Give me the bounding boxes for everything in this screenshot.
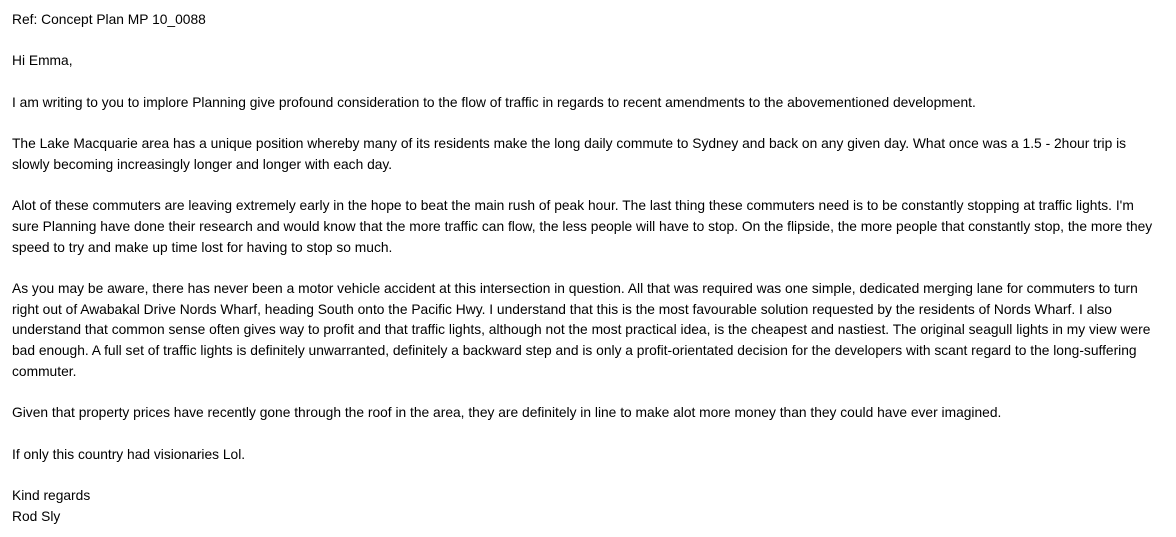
paragraph-4: As you may be aware, there has never been a motor vehicle accident at this intersection in question. All that was required was one simple, dedicated merging lane for commuters to turn right out of Awabakal Drive Nords Wharf, heading South onto the Pacific Hwy. I understand that this is the most favourable solution requested by the residents of Nords Wharf. I also understand that common sense often gives way to profit and that traffic lights, although not the most practical idea, is the cheapest and nastiest. The original seagull lights in my view were bad enough. A full set of traffic lights is definitely unwarranted, definitely a backward step and is only a profit-orientated decision for the developers with scant regard to the long-suffering commuter. <box>12 281 1151 379</box>
paragraph-3: Alot of these commuters are leaving extremely early in the hope to beat the main rush of peak hour. The last thing these commuters need is to be constantly stopping at traffic lights. I'm sure Planning have done their research and would know that the more traffic can flow, the less people will have to stop. On the flipside, the more people that constantly stop, the more they speed to try and make up time lost for having to stop so much. <box>12 198 1153 255</box>
paragraph-2: The Lake Macquarie area has a unique position whereby many of its residents make the long daily commute to Sydney and back on any given day. What once was a 1.5 - 2hour trip is slowly becoming increasingly longer and longer with each day. <box>12 136 1127 172</box>
paragraph-1: I am writing to you to implore Planning give profound consideration to the flow of traffic in regards to recent amendments to the abovementioned development. <box>12 94 976 110</box>
paragraph-6: If only this country had visionaries Lol. <box>12 446 246 462</box>
signature: Rod Sly <box>12 508 61 524</box>
paragraph-5: Given that property prices have recently gone through the roof in the area, they are definitely in line to make alot more money than they could have ever imagined. <box>12 405 1002 421</box>
closing: Kind regards <box>12 488 91 504</box>
reference-line: Ref: Concept Plan MP 10_0088 <box>12 12 206 27</box>
greeting: Hi Emma, <box>12 53 73 69</box>
